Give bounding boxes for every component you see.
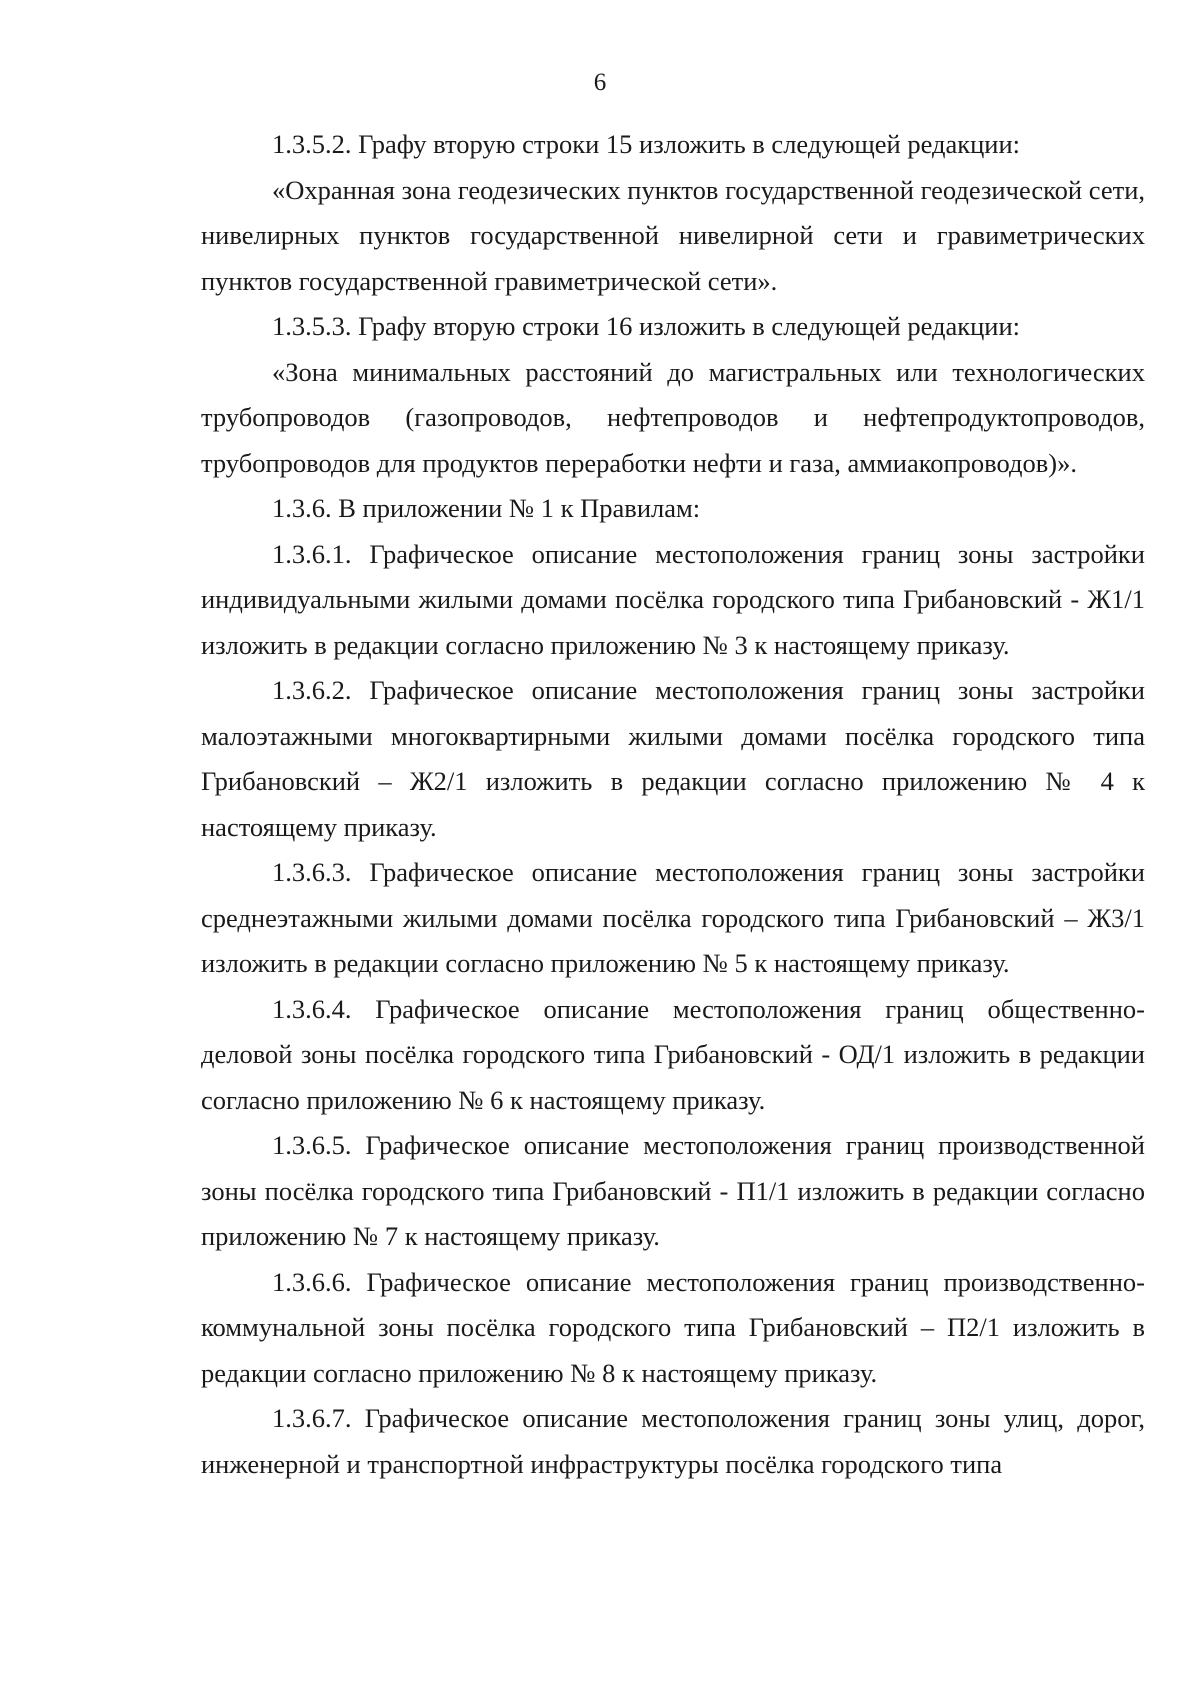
paragraph-1-3-5-3: 1.3.5.3. Графу вторую строки 16 изложить в следующей редакции:	[272, 311, 1021, 341]
page-number: 6	[593, 69, 607, 96]
paragraph-zone-geodetic: «Охранная зона геодезических пунктов государственной геодезической сети, нивелирных пунктов государственной нивелирной сети и гравиметрических пунктов государственной гравиметрической сети».	[201, 174, 1145, 296]
paragraph-1-3-6-3: 1.3.6.3. Графическое описание местоположения границ зоны застройки среднеэтажными жилыми домами посёлка городского типа Грибановский – Ж3/1 изложить в редакции согласно приложению № 5 к настоящему приказу.	[201, 857, 1145, 978]
paragraph-1-3-6-2: 1.3.6.2. Графическое описание местоположения границ зоны застройки малоэтажными многоквартирными жилыми домами посёлка городского типа Грибановский – Ж2/1 изложить в редакции согласно приложению № 4 к настоящему приказу.	[201, 675, 1145, 842]
paragraph-1-3-6-4: 1.3.6.4. Графическое описание местоположения границ общественно-деловой зоны посёлка городского типа Грибановский - ОД/1 изложить в редакции согласно приложению № 6 к настоящему приказу.	[201, 993, 1145, 1115]
paragraph-1-3-6-7: 1.3.6.7. Графическое описание местоположения границ зоны улиц, дорог, инженерной и транспортной инфраструктуры посёлка городского типа	[201, 1403, 1145, 1479]
paragraph-1-3-6-1: 1.3.6.1. Графическое описание местоположения границ зоны застройки индивидуальными жилыми домами посёлка городского типа Грибановский - Ж1/1 изложить в редакции согласно приложению № 3 к настоящему приказу.	[201, 538, 1145, 660]
document-body	[201, 122, 1145, 1487]
paragraph-1-3-5-2: 1.3.5.2. Графу вторую строки 15 изложить в следующей редакции:	[272, 129, 1021, 159]
paragraph-1-3-6-6: 1.3.6.6. Графическое описание местоположения границ производственно-коммунальной зоны посёлка городского типа Грибановский – П2/1 изложить в редакции согласно приложению № 8 к настоящему приказу.	[201, 1266, 1145, 1388]
paragraph-1-3-6-5: 1.3.6.5. Графическое описание местоположения границ производственной зоны посёлка городского типа Грибановский - П1/1 изложить в редакции согласно приложению № 7 к настоящему приказу.	[201, 1130, 1145, 1251]
paragraph-1-3-6: 1.3.6. В приложении № 1 к Правилам:	[272, 493, 701, 523]
paragraph-zone-pipelines: «Зона минимальных расстояний до магистральных или технологических трубопроводов (газопроводов, нефтепроводов и нефтепродуктопроводов, трубопроводов для продуктов переработки нефти и газа, аммиакопроводов)».	[201, 356, 1145, 478]
